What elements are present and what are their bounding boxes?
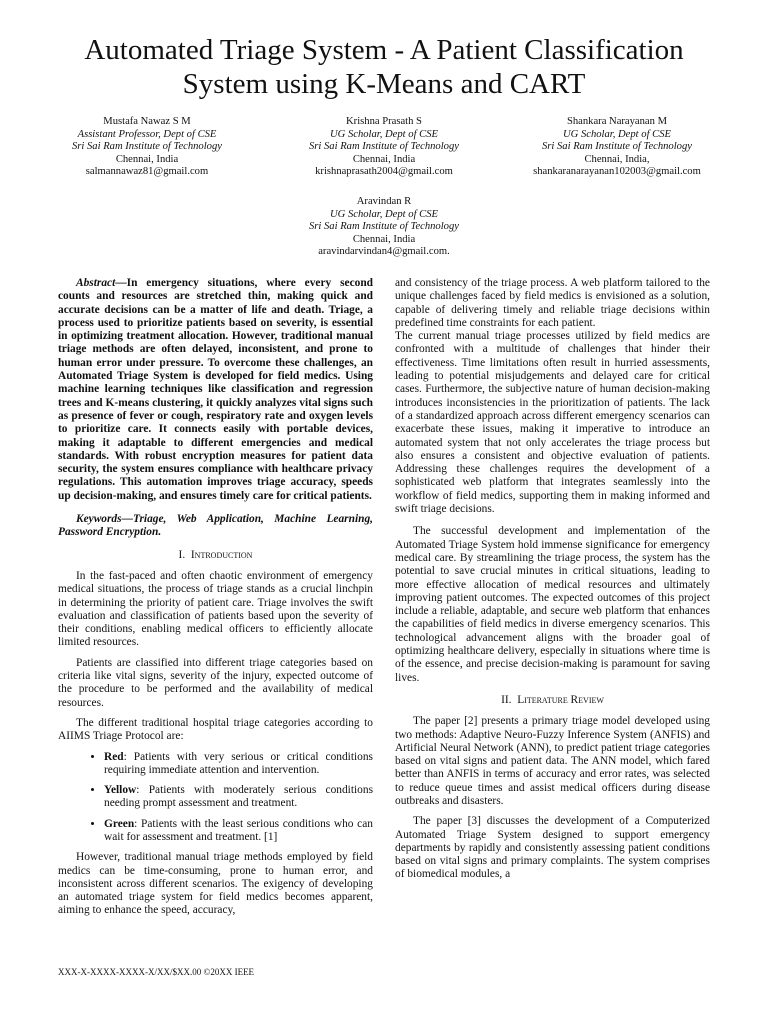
author-city: Chennai, India [115, 153, 179, 165]
paragraph: The current manual triage processes utilized by field medics are confronted with a multitude of challenges that hinder their effectiveness. Time limitations often result in hurried assessments, leading to potential misjudgements and delayed care for critical cases. Furthermore, the subjective nature of human decision-making introduces inconsistencies in the prioritization of patients. The lack of a standardized approach across different emergency scenarios can exacerbate these issues, making it imperative to introduce an automated system that not only accelerates the triage process but also ensures a consistent and objective evaluation of patients. Addressing these challenges requires the development of a sophisticated web platform that integrates seamlessly into the workflow of field medics, supporting them in making informed and swift triage decisions. [395, 330, 710, 516]
list-item [104, 818, 373, 845]
author-email: salmannawaz81@gmail.com [85, 166, 209, 178]
author-city: Chennai, India [352, 233, 416, 245]
left-column [58, 277, 373, 918]
section-title: Literature Review [517, 693, 604, 706]
paragraph: The different traditional hospital triage categories according to AIIMS Triage Protocol are: [58, 716, 373, 743]
section-heading-introduction [58, 549, 373, 562]
author-affiliation: UG Scholar, Dept of CSE [330, 208, 438, 220]
keywords-text: Triage, Web Application, Machine Learning, Password Encryption. [58, 513, 373, 539]
category-label: Yellow [104, 784, 137, 797]
author-name: Mustafa Nawaz S M [103, 116, 191, 127]
right-column [395, 277, 710, 882]
author-affiliation: UG Scholar, Dept of CSE [563, 128, 671, 140]
paragraph: In the fast-paced and often chaotic environment of emergency medical situations, the process of triage stands as a crucial linchpin in determining the priority of patient care. Triage involves the swift evaluation and classification of patients based upon the severity of their conditions, enabling medical officers to efficiently allocate limited resources. [58, 569, 373, 649]
paragraph: and consistency of the triage process. A web platform tailored to the unique challenges faced by field medics is envisioned as a solution, capable of delivering timely and reliable triage decisions within predefined time constraints for each patient. [395, 277, 710, 329]
author-email: aravindarvindan4@gmail.com. [318, 246, 450, 258]
list-item [104, 751, 373, 778]
author-email: shankaranarayanan102003@gmail.com [533, 166, 701, 178]
category-label: Red [104, 750, 124, 763]
author-name: Shankara Narayanan M [566, 116, 667, 127]
paragraph: However, traditional manual triage methods employed by field medics can be time-consuming, prone to human error, and inconsistent across different scenarios. The exigency of developing an automated triage system for field medics becomes apparent, aiming to enhance the speed, accuracy, [58, 851, 373, 917]
author-institute: Sri Sai Ram Institute of Technology [309, 141, 459, 153]
paragraph: Patients are classified into different triage categories based on criteria like vital signs, severity of the injury, expected outcome of the procedure to be performed and the availability of medical resources. [58, 656, 373, 709]
list-item [104, 784, 373, 811]
paragraph: The paper [3] discusses the development of a Computerized Automated Triage System designed to support emergency departments by rapidly and consistently assessing patient conditions based on vital signs and primary complaints. The system comprises of biomedical modules, a [395, 815, 710, 881]
keywords [58, 513, 373, 540]
author-block [32, 116, 262, 179]
copyright-footer: XXX-X-XXXX-XXXX-X/XX/$XX.00 ©20XX IEEE [58, 967, 255, 977]
author-block [502, 116, 732, 179]
category-text: : Patients with the least serious conditions who can wait for assessment and treatment. [1] [104, 817, 373, 843]
author-block [269, 196, 499, 259]
paragraph: The paper [2] presents a primary triage model developed using two methods: Adaptive Neuro-Fuzzy Inference System (ANFIS) and Artificial Neural Network (ANN), to predict patient triage categories based on vital signs and patient data. The ANN model, which fared better than ANFIS in terms of accuracy and error rates, was selected to reduce queue times and assist medical officers during disease outbreaks and disasters. [395, 715, 710, 807]
author-email: krishnaprasath2004@gmail.com [315, 166, 453, 178]
abstract [58, 277, 373, 503]
category-text: : Patients with moderately serious conditions needing prompt assessment and treatment. [104, 784, 373, 810]
section-title: Introduction [190, 548, 253, 561]
section-number: I. [178, 548, 186, 561]
author-city: Chennai, India, [584, 153, 650, 165]
author-name: Krishna Prasath S [346, 116, 422, 127]
section-number: II. [501, 693, 512, 706]
author-institute: Sri Sai Ram Institute of Technology [542, 141, 692, 153]
category-text: : Patients with very serious or critical conditions requiring immediate attention and intervention. [104, 750, 373, 776]
keywords-label: Keywords— [76, 513, 133, 526]
author-affiliation: Assistant Professor, Dept of CSE [77, 128, 217, 140]
author-affiliation: UG Scholar, Dept of CSE [330, 128, 438, 140]
abstract-dash: — [115, 277, 127, 289]
triage-category-list [58, 751, 373, 845]
abstract-label: Abstract [76, 277, 116, 289]
author-institute: Sri Sai Ram Institute of Technology [72, 141, 222, 153]
section-heading-literature-review [395, 694, 710, 707]
abstract-text: In emergency situations, where every second counts and resources are stretched thin, making quick and accurate decisions can be a matter of life and death. Triage, a process used to prioritize patients based on severity, is essential in optimizing treatment allocation. However, traditional manual triage methods are often delayed, inconsistent, and prone to human error under pressure. To overcome these challenges, an Automated Triage System is developed for field medics. Using machine learning techniques like classification and regression trees and K-means clustering, it quickly analyzes vital signs such as presence of fever or cough, respiratory rate and oxygen levels to prioritize care. It connects easily with portable devices, making it adaptable to different emergencies and medical standards. With robust encryption measures for patient data security, the system ensures compliance with healthcare privacy regulations. This automation improves triage accuracy, speeds up decision-making, and ensures timely care for critical patients. [58, 277, 373, 502]
category-label: Green [104, 817, 135, 830]
paper-title: Automated Triage System - A Patient Classification System using K-Means and CART [84, 34, 684, 100]
paragraph: The successful development and implementation of the Automated Triage System hold immense significance for emergency medical care. By streamlining the triage process, the system has the potential to save crucial minutes in critical situations, leading to more effective allocation of medical resources and ultimately improving patient outcomes. The expected outcomes of this project include a reliable, adaptable, and secure web platform that enhances the capabilities of field medics in diverse emergency scenarios. This technological advancement aligns with the broader goal of optimizing healthcare delivery, especially in situations where time is of the essence, and precise decision-making is paramount for saving lives. [395, 525, 710, 684]
author-block [269, 116, 499, 179]
author-institute: Sri Sai Ram Institute of Technology [309, 221, 459, 233]
author-name: Aravindan R [356, 196, 412, 207]
author-city: Chennai, India [352, 153, 416, 165]
